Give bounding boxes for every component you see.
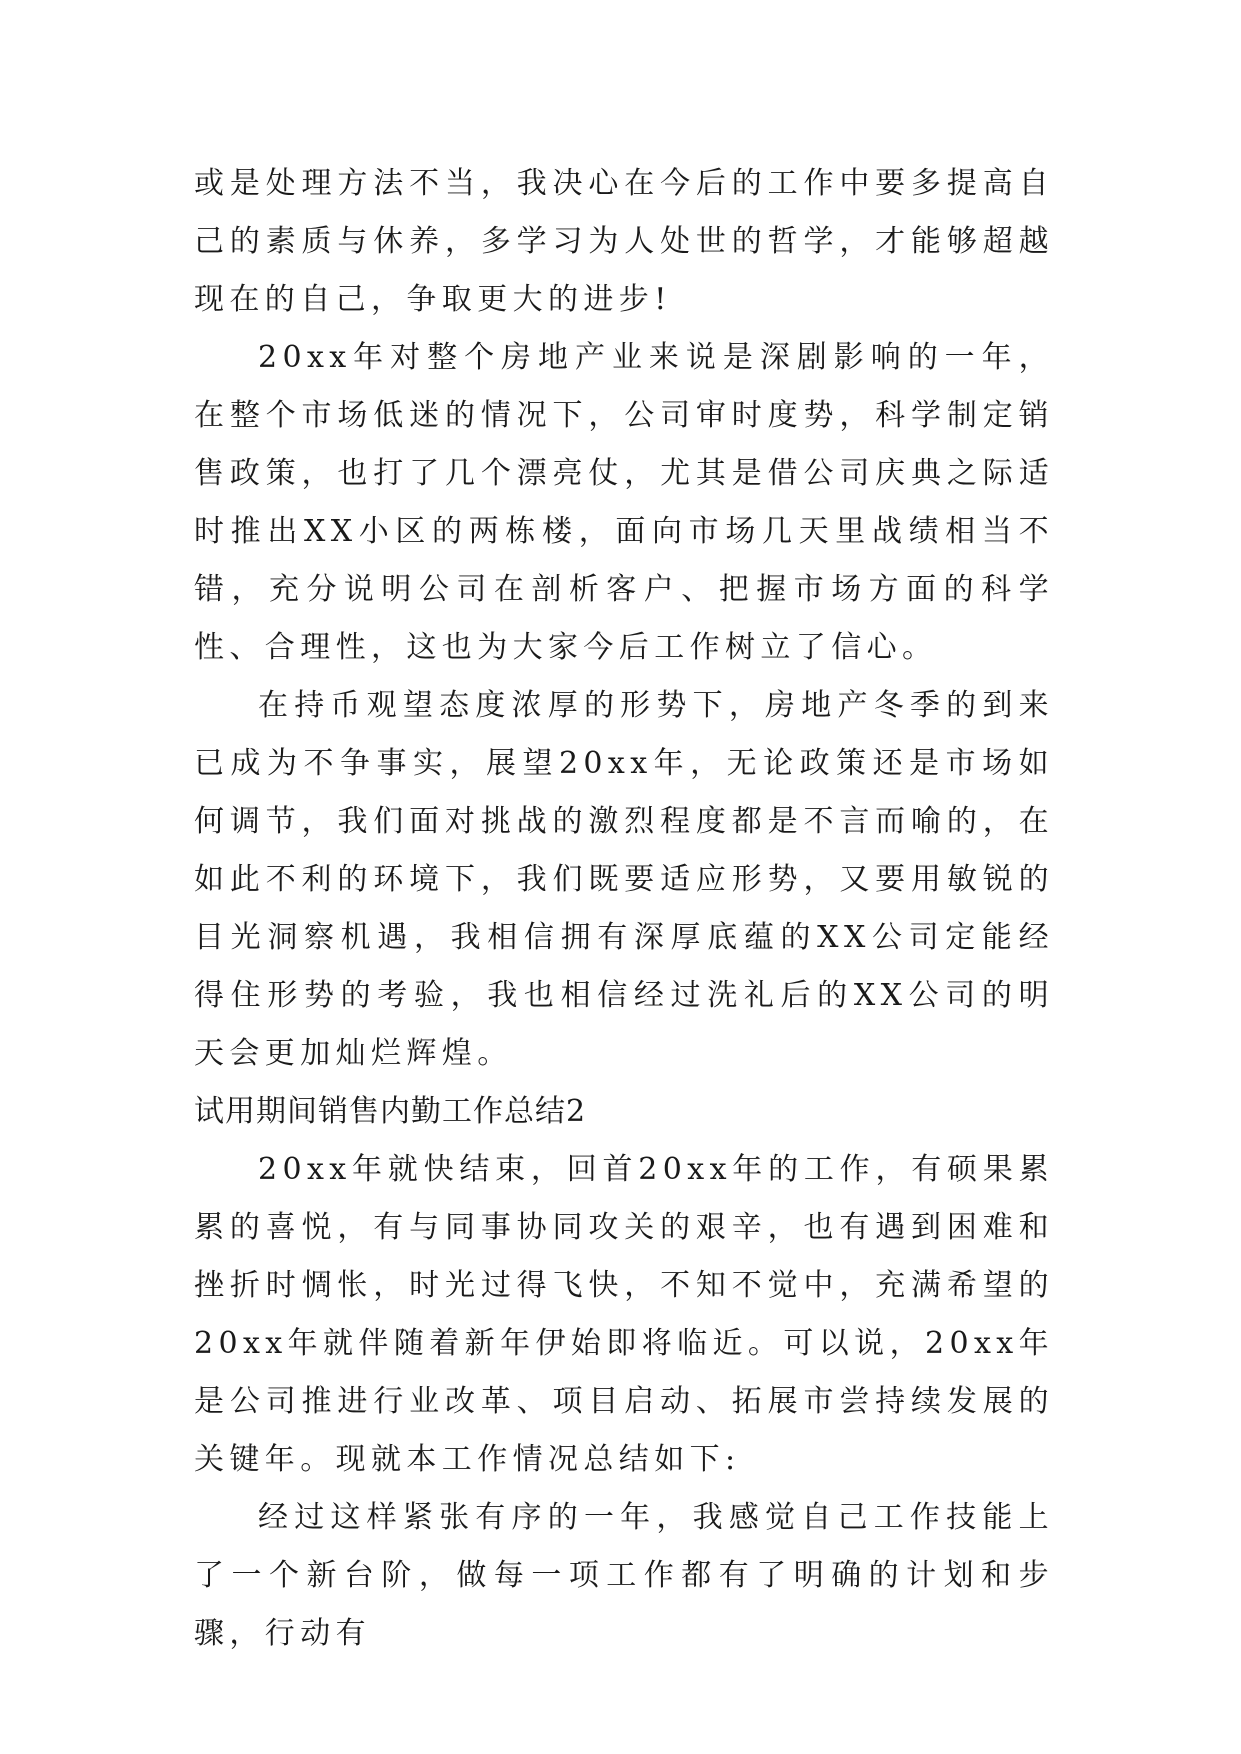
section-title: 试用期间销售内勤工作总结2: [194, 1094, 587, 1129]
paragraph-5: 经过这样紧张有序的一年，我感觉自己工作技能上了一个新台阶，做每一项工作都有了明确的计划和步骤，行动有: [194, 1500, 1054, 1651]
paragraph-1: 或是处理方法不当，我决心在今后的工作中要多提高自己的素质与休养，多学习为人处世的哲学，才能够超越现在的自己，争取更大的进步!: [194, 166, 1054, 317]
paragraph-2: 20xx年对整个房地产业来说是深剧影响的一年，在整个市场低迷的情况下，公司审时度势，科学制定销售政策，也打了几个漂亮仗，尤其是借公司庆典之际适时推出XX小区的两栋楼，面向市场几天里战绩相当不错，充分说明公司在剖析客户、把握市场方面的科学性、合理性，这也为大家今后工作树立了信心。: [194, 340, 1054, 665]
document-body: [194, 155, 1054, 1663]
paragraph-3: 在持币观望态度浓厚的形势下，房地产冬季的到来已成为不争事实，展望20xx年，无论政策还是市场如何调节，我们面对挑战的激烈程度都是不言而喻的，在如此不利的环境下，我们既要适应形势，又要用敏锐的目光洞察机遇，我相信拥有深厚底蕴的XX公司定能经得住形势的考验，我也相信经过洗礼后的XX公司的明天会更加灿烂辉煌。: [194, 688, 1054, 1071]
paragraph-4: 20xx年就快结束，回首20xx年的工作，有硕果累累的喜悦，有与同事协同攻关的艰辛，也有遇到困难和挫折时惆怅，时光过得飞快，不知不觉中，充满希望的20xx年就伴随着新年伊始即将临近。可以说，20xx年是公司推进行业改革、项目启动、拓展市尝持续发展的关键年。现就本工作情况总结如下:: [194, 1152, 1054, 1477]
